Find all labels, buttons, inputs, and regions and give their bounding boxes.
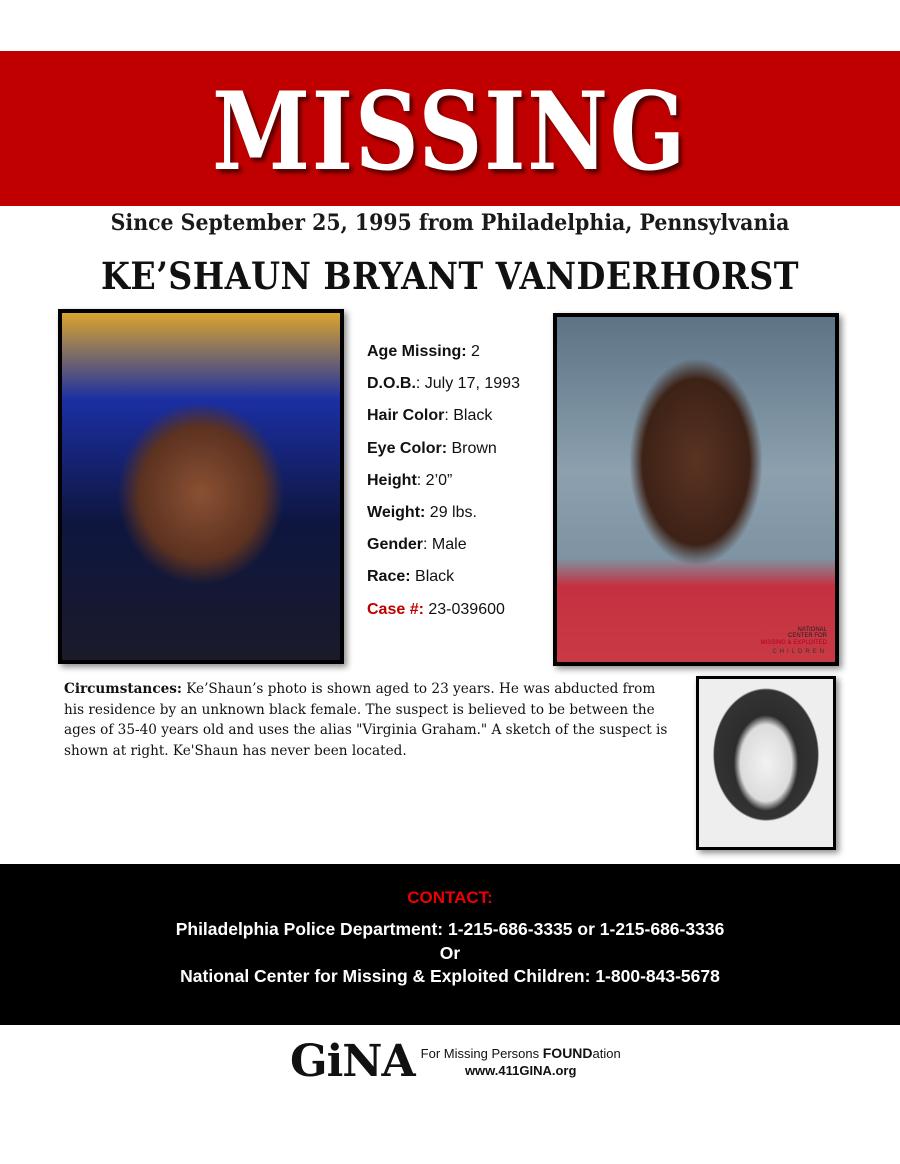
banner-title: MISSING xyxy=(212,68,688,195)
circumstances xyxy=(64,679,674,761)
detail-age-missing: Age Missing: 2 xyxy=(367,343,480,360)
person-name: KE’SHAUN BRYANT VANDERHORST xyxy=(100,254,800,298)
gina-url: www.411GINA.org xyxy=(464,1063,577,1078)
contact-police: Philadelphia Police Department: 1-215-686-3335 or 1-215-686-3336 xyxy=(175,919,725,939)
contact-ncmec: National Center for Missing & Exploited Children: 1-800-843-5678 xyxy=(180,966,720,986)
contact-or: Or xyxy=(439,942,461,963)
age-progressed-photo xyxy=(553,313,839,666)
gina-footer xyxy=(290,1036,621,1087)
detail-weight: Weight: 29 lbs. xyxy=(367,503,477,521)
details-list xyxy=(367,340,520,630)
detail-race: Race: Black xyxy=(367,568,455,586)
circumstances-label: Circumstances: xyxy=(64,681,182,697)
child-photo xyxy=(58,309,344,664)
detail-eye-color: Eye Color: Brown xyxy=(367,439,497,457)
detail-dob: D.O.B.: July 17, 1993 xyxy=(367,375,520,393)
suspect-sketch xyxy=(696,676,836,850)
gina-logo: GiNA xyxy=(290,1036,415,1087)
contact-title: CONTACT: xyxy=(407,888,493,907)
circumstances-text: Ke’Shaun’s photo is shown aged to 23 years. He was abducted from his residence by an unknown black female. The suspect is believed to be between the ages of 35-40 years old and uses the alias "Virginia Graham." A sketch of the suspect is shown at right. Ke'Shaun has never been located. xyxy=(64,681,668,759)
gina-tagline: For Missing Persons FOUNDation www.411GINA.org xyxy=(420,1045,621,1078)
detail-case-number: Case #: 23-039600 xyxy=(367,600,505,618)
missing-banner xyxy=(0,51,900,206)
detail-height: Height: 2’0” xyxy=(367,471,453,489)
missing-since-line: Since September 25, 1995 from Philadelphia, Pennsylvania xyxy=(110,210,790,236)
contact-panel xyxy=(0,864,900,1025)
ncmec-logo: NATIONAL CENTER FOR MISSING & EXPLOITED CHILDREN xyxy=(760,626,827,656)
detail-gender: Gender: Male xyxy=(367,536,467,554)
detail-hair-color: Hair Color: Black xyxy=(367,407,493,425)
